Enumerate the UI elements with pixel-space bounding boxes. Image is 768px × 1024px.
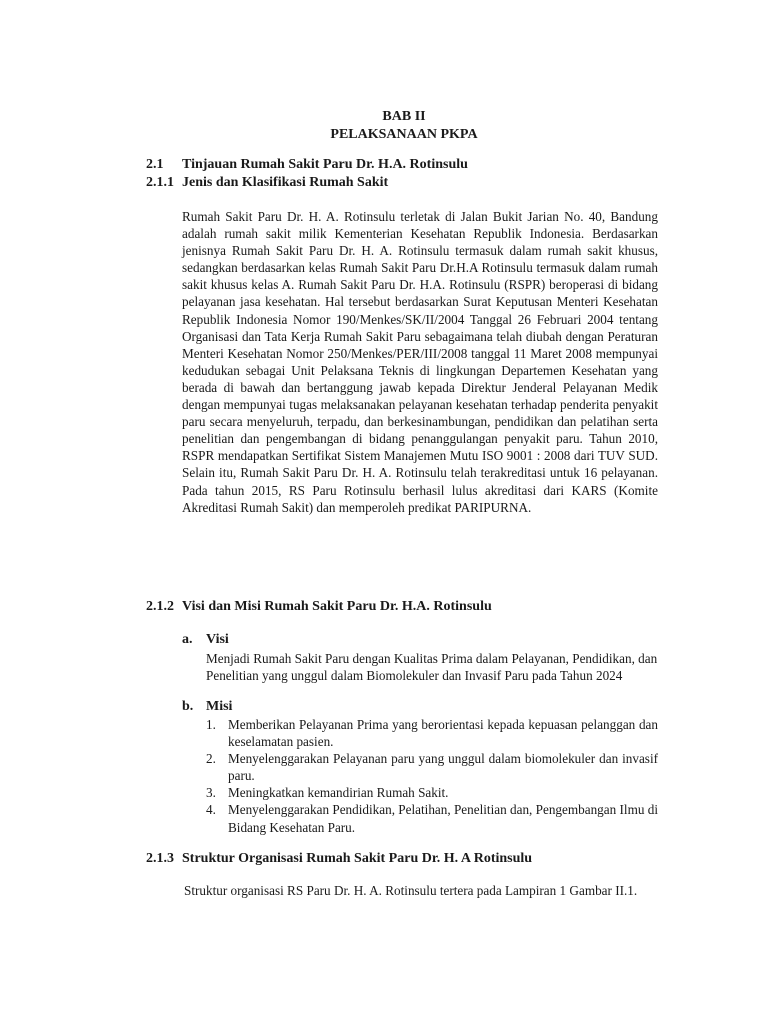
visi-title: Visi — [206, 632, 229, 647]
section-heading-2-1 — [146, 157, 468, 173]
section-number: 2.1.2 — [146, 599, 174, 614]
misi-heading — [182, 699, 232, 715]
section-2-1-1-paragraph: Rumah Sakit Paru Dr. H. A. Rotinsulu terletak di Jalan Bukit Jarian No. 40, Bandung adalah rumah sakit milik Kementerian Kesehatan Republik Indonesia. Berdasarkan jenisnya Rumah Sakit Paru Dr. H. A. Rotinsulu termasuk dalam rumah sakit khusus, sedangkan berdasarkan kelas Rumah Sakit Paru Dr.H.A Rotinsulu termasuk dalam rumah sakit khusus kelas A. Rumah Sakit Paru Dr. H.A. Rotinsulu (RSPR) beroperasi di bidang pelayanan jasa kesehatan. Hal tersebut berdasarkan Surat Keputusan Menteri Kesehatan Republik Indonesia Nomor 190/Menkes/SK/II/2004 Tanggal 26 Februari 2004 tentang Organisasi dan Tata Kerja Rumah Sakit Paru sebagaimana telah diubah dengan Peraturan Menteri Kesehatan Nomor 250/Menkes/PER/III/2008 tanggal 11 Maret 2008 mempunyai kedudukan sebagai Unit Pelaksana Teknis di lingkungan Departemen Kesehatan yang berada di bawah dan bertanggung jawab kepada Direktur Jenderal Pelayanan Medik dengan mempunyai tugas melaksanakan pelayanan kesehatan terhadap penderita penyakit paru secara menyeluruh, terpadu, dan berkesinambungan, pendidikan dan pelatihan serta penelitian dan pengembangan di bidang penanggulangan penyakit paru. Tahun 2010, RSPR mendapatkan Sertifikat Sistem Manajemen Mutu ISO 9001 : 2008 dari TUV SUD. Selain itu, Rumah Sakit Paru Dr. H. A. Rotinsulu telah terakreditasi untuk 16 pelayanan. Pada tahun 2015, RS Paru Rotinsulu berhasil lulus akreditasi dari KARS (Komite Akreditasi Rumah Sakit) dan memperoleh predikat PARIPURNA. — [182, 209, 658, 515]
section-title: Tinjauan Rumah Sakit Paru Dr. H.A. Rotinsulu — [182, 157, 468, 172]
visi-label: a. — [182, 632, 193, 647]
section-heading-2-1-1 — [146, 175, 388, 191]
misi-list — [206, 716, 658, 836]
section-title: Struktur Organisasi Rumah Sakit Paru Dr. H. A Rotinsulu — [182, 851, 533, 866]
visi-heading — [182, 632, 229, 648]
visi-text: Menjadi Rumah Sakit Paru dengan Kualitas Prima dalam Pelayanan, Pendidikan, dan Penelitian yang unggul dalam Biomolekuler dan Invasif Paru pada Tahun 2024 — [206, 651, 658, 684]
section-number: 2.1.3 — [146, 851, 174, 866]
section-title: Jenis dan Klasifikasi Rumah Sakit — [182, 175, 389, 190]
section-2-1-3-paragraph: Struktur organisasi RS Paru Dr. H. A. Rotinsulu tertera pada Lampiran 1 Gambar II.1. — [184, 883, 638, 898]
list-item: 1. Memberikan Pelayanan Prima yang berorientasi kepada kepuasan pelanggan dan keselamatan pasien. — [206, 717, 658, 750]
misi-label: b. — [182, 699, 194, 714]
section-heading-2-1-2 — [146, 599, 492, 615]
section-title: Visi dan Misi Rumah Sakit Paru Dr. H.A. Rotinsulu — [182, 599, 492, 614]
misi-title: Misi — [206, 699, 233, 714]
section-number: 2.1.1 — [146, 175, 174, 190]
chapter-title: PELAKSANAAN PKPA — [330, 127, 478, 142]
section-number: 2.1 — [146, 157, 164, 172]
list-item: 4. Menyelenggarakan Pendidikan, Pelatihan, Penelitian dan, Pengembangan Ilmu di Bidang Kesehatan Paru. — [206, 802, 658, 835]
chapter-label: BAB II — [382, 109, 426, 124]
section-heading-2-1-3 — [146, 851, 532, 867]
list-item: 3. Meningkatkan kemandirian Rumah Sakit. — [206, 785, 449, 801]
list-item: 2. Menyelenggarakan Pelayanan paru yang unggul dalam biomolekuler dan invasif paru. — [206, 751, 658, 784]
